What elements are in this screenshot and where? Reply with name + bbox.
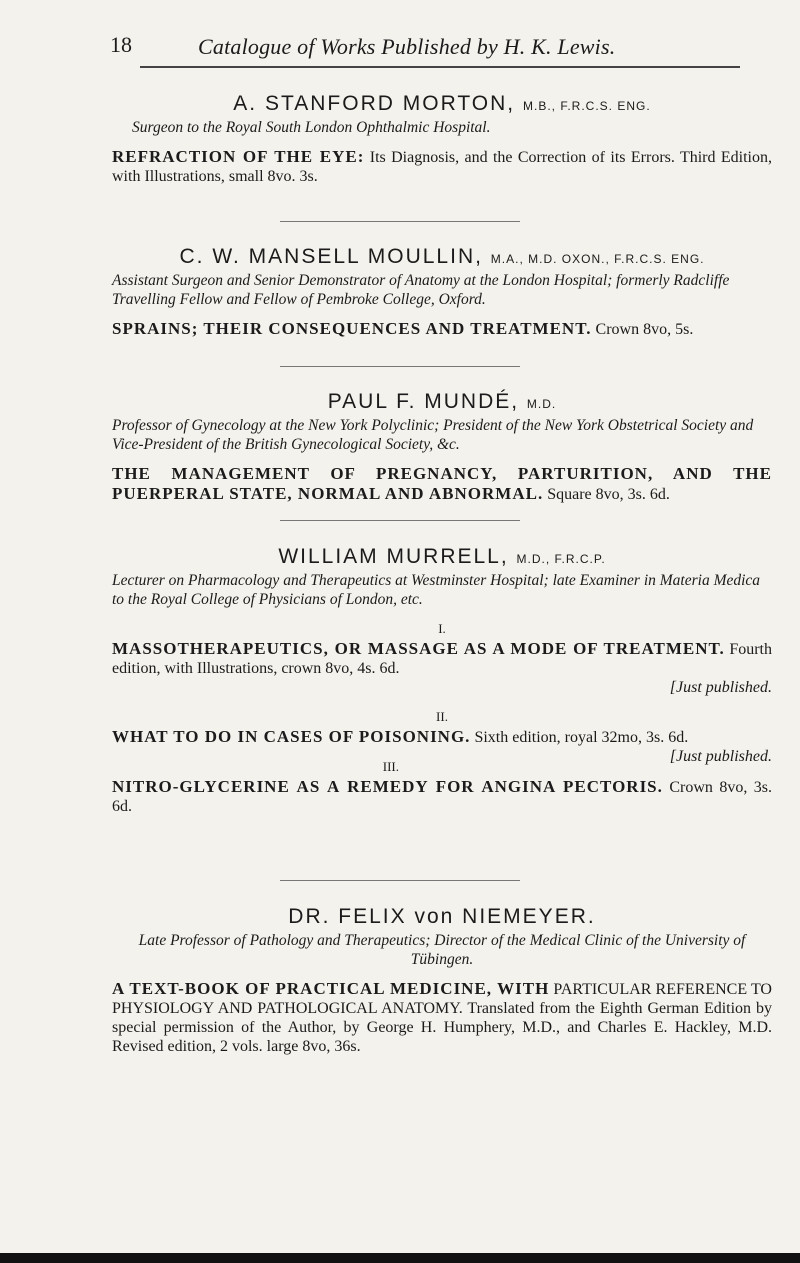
work-numeral: II.	[436, 709, 448, 724]
entry-morton	[112, 92, 772, 186]
work-title	[112, 639, 772, 697]
author-text: PAUL F. MUNDÉ,	[327, 390, 520, 413]
author-affiliation: Surgeon to the Royal South London Ophthalmic Hospital.	[132, 119, 491, 136]
section-divider	[280, 880, 520, 881]
section-divider	[280, 520, 520, 521]
author-affiliation: Late Professor of Pathology and Therapeutics; Director of the Medical Clinic of the University of Tübingen.	[138, 932, 746, 968]
author-name	[112, 92, 772, 116]
work-title-caps: THE MANAGEMENT OF PREGNANCY, PARTURITION, AND THE PUERPERAL STATE, NORMAL AND ABNORMAL.	[112, 464, 772, 503]
entry-moullin	[112, 245, 772, 339]
work-title	[112, 777, 772, 816]
work-title-rest: Square 8vo, 3s. 6d.	[543, 486, 670, 503]
author-text: DR. FELIX von NIEMEYER.	[288, 905, 596, 928]
publication-note: [Just published.	[669, 679, 772, 696]
author-text: WILLIAM MURRELL,	[278, 545, 509, 568]
author-name	[112, 545, 772, 569]
work-numeral: III.	[382, 759, 400, 774]
work-title-caps: REFRACTION OF THE EYE:	[112, 147, 365, 166]
section-divider	[280, 366, 520, 367]
work-title-caps: A TEXT-BOOK OF PRACTICAL MEDICINE, WITH	[112, 979, 550, 998]
work-title	[112, 319, 772, 339]
work-title	[112, 464, 772, 504]
page-number: 18	[110, 32, 132, 57]
author-text: C. W. MANSELL MOULLIN,	[179, 245, 483, 268]
work-title	[112, 147, 772, 186]
work-title-rest: Fourth edition, with Illustrations, crown 8vo, 4s. 6d.	[112, 641, 772, 677]
author-name	[112, 245, 772, 269]
work-title	[112, 727, 772, 765]
running-title: Catalogue of Works Published by H. K. Lewis.	[198, 34, 616, 59]
work-title	[112, 979, 772, 1056]
work-title-rest: Crown 8vo, 5s.	[591, 321, 694, 338]
work-title-caps: NITRO-GLYCERINE AS A REMEDY FOR ANGINA PECTORIS.	[112, 777, 663, 796]
author-degrees: M.A., M.D. OXON., F.R.C.S. ENG.	[490, 252, 705, 266]
work-title-caps: SPRAINS; THEIR CONSEQUENCES AND TREATMENT.	[112, 319, 592, 338]
work-title-rest: Crown 8vo, 3s. 6d.	[112, 779, 773, 815]
author-affiliation: Lecturer on Pharmacology and Therapeutics at Westminster Hospital; late Examiner in Materia Medica to the Royal College of Physicians of London, etc.	[112, 572, 761, 608]
section-divider	[280, 221, 520, 222]
header-rule	[140, 66, 740, 68]
author-text: A. STANFORD MORTON,	[233, 92, 516, 115]
bottom-edge-bar	[0, 1253, 800, 1263]
author-name	[112, 390, 772, 414]
author-degrees: M.D.	[526, 397, 557, 411]
work-numeral: I.	[438, 621, 446, 636]
page-header	[110, 28, 750, 68]
entry-niemeyer	[112, 905, 772, 1056]
author-degrees: M.D., F.R.C.P.	[516, 552, 606, 566]
author-affiliation: Professor of Gynecology at the New York Polyclinic; President of the New York Obstetrical Society and Vice-President of the British Gynecological Society, &c.	[112, 417, 754, 453]
work-title-caps: MASSOTHERAPEUTICS, OR MASSAGE AS A MODE OF TREATMENT.	[112, 639, 725, 658]
publication-note: [Just published.	[669, 748, 772, 765]
entry-munde	[112, 390, 772, 504]
work-title-rest: Sixth edition, royal 32mo, 3s. 6d.	[470, 729, 689, 746]
work-title-caps: WHAT TO DO IN CASES OF POISONING.	[112, 727, 471, 746]
entry-murrell	[112, 545, 772, 816]
work-title-rest: Its Diagnosis, and the Correction of its Errors. Third Edition, with Illustrations, small 8vo. 3s.	[112, 149, 772, 185]
author-degrees: M.B., F.R.C.S. ENG.	[523, 99, 651, 113]
author-name	[112, 905, 772, 929]
work-title-rest: PARTICULAR REFERENCE TO PHYSIOLOGY AND PATHOLOGICAL ANATOMY. Translated from the Eighth German Edition by special permission of the Author, by George H. Humphery, M.D., and Charles E. Hackley, M.D. Revised edition, 2 vols. large 8vo, 36s.	[112, 981, 772, 1055]
author-affiliation: Assistant Surgeon and Senior Demonstrator of Anatomy at the London Hospital; formerly Radcliffe Travelling Fellow and Fellow of Pembroke College, Oxford.	[112, 272, 730, 308]
